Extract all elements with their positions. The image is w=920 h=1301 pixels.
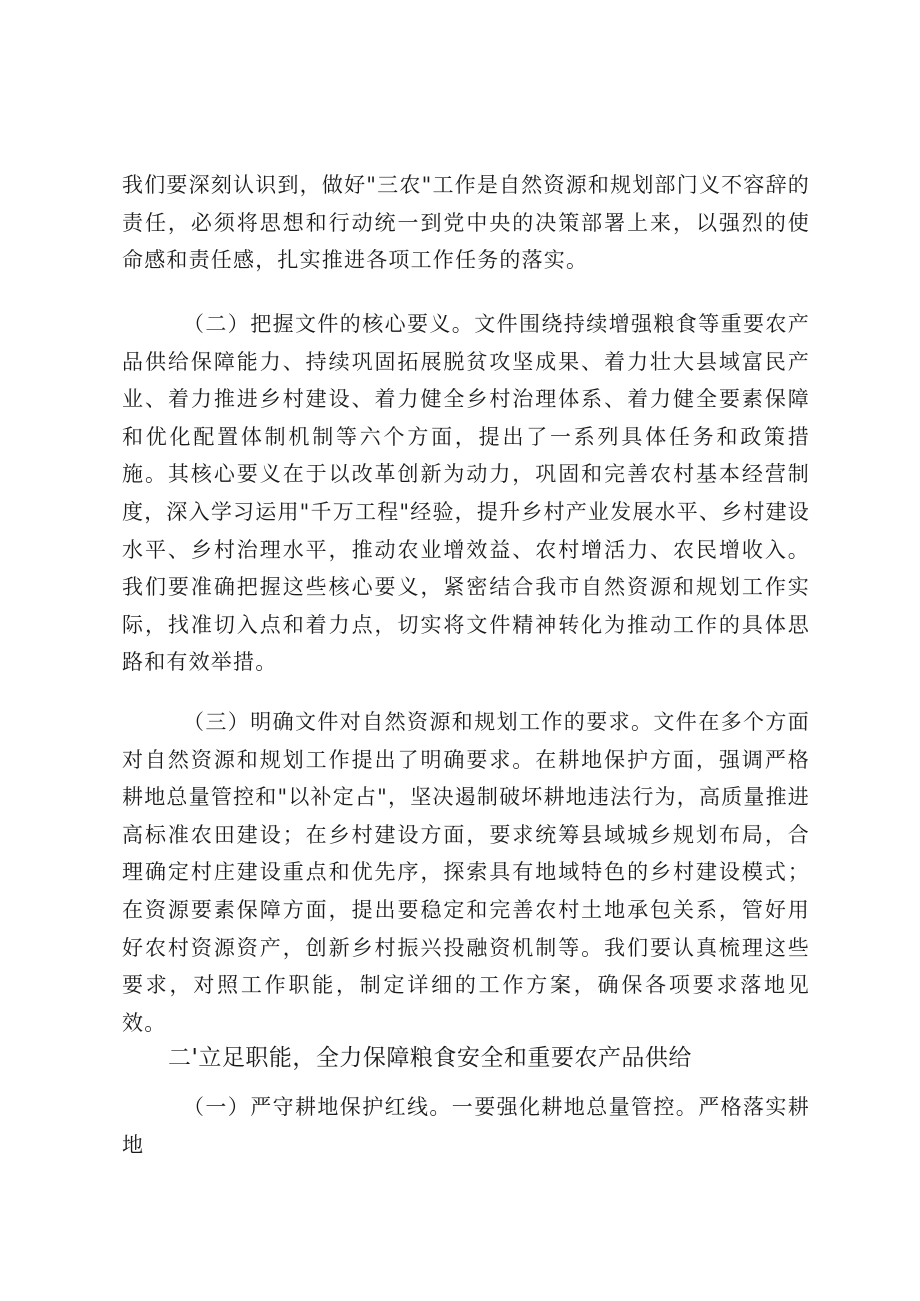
body-paragraph-4: （一）严守耕地保护红线。一要强化耕地总量管控。严格落实耕地 <box>122 1095 810 1157</box>
body-paragraph-3: （三）明确文件对自然资源和规划工作的要求。文件在多个方面对自然资源和规划工作提出了明确要求。在耕地保护方面，强调严格耕地总量管控和"以补定占"，坚决遏制破坏耕地违法行为，高质量推进高标准农田建设；在乡村建设方面，要求统筹县域城乡规划布局，合理确定村庄建设重点和优先序，探索具有地域特色的乡村建设模式；在资源要素保障方面，提出要稳定和完善农村土地承包关系，管好用好农村资源资产，创新乡村振兴投融资机制等。我们要认真梳理这些要求，对照工作职能，制定详细的工作方案，确保各项要求落地见效。 <box>122 710 810 1035</box>
body-paragraph-1: 我们要深刻认识到，做好"三农"工作是自然资源和规划部门义不容辞的责任，必须将思想和行动统一到党中央的决策部署上来，以强烈的使命感和责任感，扎实推进各项工作任务的落实。 <box>122 173 810 273</box>
section-heading: 二'立足职能，全力保障粮食安全和重要农产品供给 <box>168 1045 692 1071</box>
body-paragraph-2: （二）把握文件的核心要义。文件围绕持续增强粮食等重要农产品供给保障能力、持续巩固拓展脱贫攻坚成果、着力壮大县域富民产业、着力推进乡村建设、着力健全乡村治理体系、着力健全要素保障和优化配置体制机制等六个方面，提出了一系列具体任务和政策措施。其核心要义在于以改革创新为动力，巩固和完善农村基本经营制度，深入学习运用"千万工程"经验，提升乡村产业发展水平、乡村建设水平、乡村治理水平，推动农业增效益、农村增活力、农民增收入。我们要准确把握这些核心要义，紧密结合我市自然资源和规划工作实际，找准切入点和着力点，切实将文件精神转化为推动工作的具体思路和有效举措。 <box>122 312 810 675</box>
